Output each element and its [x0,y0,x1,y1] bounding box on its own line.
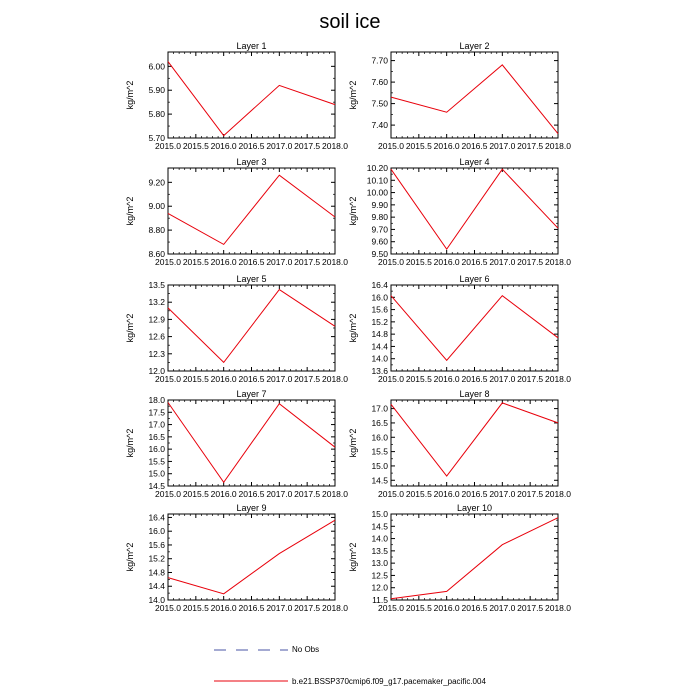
y-tick-label: 8.80 [148,225,165,236]
panel-layer-4 [348,157,571,267]
y-tick-label: 13.2 [148,297,165,308]
y-tick-label: 12.6 [148,331,165,342]
x-tick-label: 2018.0 [322,489,348,499]
panel-title: Layer 10 [456,503,493,513]
x-tick-label: 2018.0 [322,374,348,384]
x-tick-label: 2016.5 [238,141,265,151]
x-tick-label: 2016.0 [433,489,460,499]
legend-no-obs-label: No Obs [292,645,320,654]
series-line [391,403,558,476]
y-tick-label: 16.0 [148,444,165,455]
x-tick-label: 2018.0 [545,603,571,613]
y-axis-label: kg/m^2 [125,542,135,572]
x-tick-label: 2017.5 [294,489,321,499]
y-tick-label: 9.60 [371,236,388,247]
y-tick-label: 10.00 [366,187,388,198]
x-tick-label: 2015.5 [405,603,432,613]
y-tick-label: 16.5 [371,417,388,428]
x-tick-label: 2018.0 [545,374,571,384]
x-tick-label: 2015.5 [405,141,432,151]
y-tick-label: 5.80 [148,109,165,120]
x-tick-label: 2016.5 [461,257,488,267]
panel-title: Layer 1 [236,41,267,51]
y-tick-label: 15.5 [371,446,388,457]
x-tick-label: 2017.0 [489,603,516,613]
panel-title: Layer 5 [236,274,267,284]
series-line [168,62,335,136]
x-tick-label: 2016.5 [238,489,265,499]
y-tick-label: 14.4 [371,341,388,352]
y-tick-label: 13.5 [371,545,388,556]
y-tick-label: 15.0 [371,509,388,519]
x-tick-label: 2016.5 [461,489,488,499]
x-tick-label: 2016.0 [210,603,237,613]
x-tick-label: 2015.0 [378,603,404,613]
x-tick-label: 2017.5 [294,603,321,613]
legend [214,645,486,686]
y-tick-label: 15.2 [371,316,388,327]
panel-layer-2 [348,41,571,151]
x-tick-label: 2016.0 [433,141,460,151]
y-tick-label: 7.50 [371,98,388,109]
y-axis-label: kg/m^2 [348,542,358,572]
y-tick-label: 12.3 [148,348,165,359]
x-tick-label: 2015.0 [155,489,181,499]
panel-title: Layer 9 [236,503,267,513]
x-tick-label: 2015.5 [405,257,432,267]
y-tick-label: 15.0 [148,468,165,479]
x-tick-label: 2016.0 [210,489,237,499]
y-tick-label: 5.90 [148,85,165,96]
x-tick-label: 2017.5 [294,141,321,151]
panel-grid [125,41,571,613]
y-tick-label: 14.5 [371,521,388,532]
y-tick-label: 17.0 [371,403,388,414]
x-tick-label: 2017.5 [517,257,544,267]
x-tick-label: 2015.0 [378,141,404,151]
legend-series-label: b.e21.BSSP370cmip6.f09_g17.pacemaker_pacific.004 [292,677,486,686]
y-tick-label: 14.0 [371,353,388,364]
x-tick-label: 2016.0 [433,257,460,267]
series-line [391,296,558,361]
panel-title: Layer 7 [236,389,267,399]
x-tick-label: 2015.5 [405,489,432,499]
x-tick-label: 2015.5 [182,489,209,499]
x-tick-label: 2018.0 [322,603,348,613]
plot-frame [391,400,558,486]
y-tick-label: 8.60 [148,249,165,259]
x-tick-label: 2017.0 [489,257,516,267]
x-tick-label: 2015.0 [378,489,404,499]
y-tick-label: 9.20 [148,177,165,188]
y-tick-label: 13.6 [371,366,388,376]
x-tick-label: 2018.0 [545,257,571,267]
y-tick-label: 16.0 [371,292,388,303]
x-tick-label: 2017.5 [517,141,544,151]
panel-layer-9 [125,503,348,613]
y-tick-label: 15.5 [148,456,165,467]
x-tick-label: 2017.5 [517,374,544,384]
x-tick-label: 2015.0 [378,374,404,384]
y-tick-label: 7.60 [371,77,388,88]
x-tick-label: 2015.0 [155,603,181,613]
y-tick-label: 17.0 [148,419,165,430]
y-tick-label: 14.5 [371,475,388,486]
x-tick-label: 2017.0 [266,489,293,499]
x-tick-label: 2016.0 [210,141,237,151]
series-line [168,175,335,244]
y-tick-label: 13.0 [371,558,388,569]
x-tick-label: 2017.5 [294,374,321,384]
y-tick-label: 9.50 [371,249,388,259]
y-tick-label: 16.5 [148,431,165,442]
plot-frame [391,514,558,600]
panel-title: Layer 8 [459,389,490,399]
series-line [391,518,558,599]
panel-title: Layer 2 [459,41,490,51]
figure-title: soil ice [319,11,381,33]
plot-frame [168,168,335,254]
x-tick-label: 2015.0 [155,141,181,151]
x-tick-label: 2017.0 [266,141,293,151]
y-tick-label: 11.5 [372,595,388,605]
y-axis-label: kg/m^2 [348,80,358,110]
y-axis-label: kg/m^2 [348,196,358,226]
x-tick-label: 2015.5 [182,374,209,384]
y-tick-label: 10.20 [366,163,388,173]
series-line [391,65,558,134]
panel-layer-1 [125,41,348,151]
series-line [168,520,335,594]
x-tick-label: 2015.5 [405,374,432,384]
panel-layer-5 [125,274,348,384]
y-tick-label: 14.5 [148,481,165,491]
y-tick-label: 6.00 [148,61,165,72]
x-tick-label: 2017.0 [489,141,516,151]
plot-frame [391,52,558,138]
y-tick-label: 15.2 [148,553,165,564]
y-tick-label: 14.8 [371,329,388,340]
y-axis-label: kg/m^2 [348,313,358,343]
y-tick-label: 16.4 [148,512,165,523]
x-tick-label: 2018.0 [322,257,348,267]
y-tick-label: 5.70 [148,133,165,143]
y-tick-label: 10.10 [366,175,388,186]
x-tick-label: 2015.0 [155,374,181,384]
y-tick-label: 16.4 [371,280,388,290]
y-tick-label: 16.0 [148,526,165,537]
x-tick-label: 2017.0 [489,489,516,499]
y-tick-label: 15.0 [371,460,388,471]
y-tick-label: 14.0 [148,595,165,605]
x-tick-label: 2017.0 [266,257,293,267]
x-tick-label: 2016.5 [461,141,488,151]
panel-title: Layer 6 [459,274,490,284]
x-tick-label: 2016.5 [461,374,488,384]
y-tick-label: 13.5 [148,280,165,290]
y-tick-label: 7.70 [371,55,388,66]
y-tick-label: 18.0 [148,395,165,405]
x-tick-label: 2015.0 [378,257,404,267]
y-tick-label: 12.0 [148,366,165,376]
y-tick-label: 9.70 [371,224,388,235]
x-tick-label: 2017.5 [517,489,544,499]
x-tick-label: 2016.0 [210,374,237,384]
y-tick-label: 9.00 [148,201,165,212]
panel-title: Layer 4 [459,157,490,167]
series-line [168,403,335,483]
x-tick-label: 2017.0 [266,603,293,613]
y-tick-label: 14.0 [371,533,388,544]
x-tick-label: 2016.5 [461,603,488,613]
y-tick-label: 15.6 [371,304,388,315]
plot-frame [391,168,558,254]
y-axis-label: kg/m^2 [348,428,358,458]
x-tick-label: 2015.5 [182,603,209,613]
x-tick-label: 2017.5 [517,603,544,613]
x-tick-label: 2015.0 [155,257,181,267]
x-tick-label: 2017.0 [489,374,516,384]
y-axis-label: kg/m^2 [125,196,135,226]
y-tick-label: 9.90 [371,199,388,210]
x-tick-label: 2016.5 [238,603,265,613]
x-tick-label: 2016.5 [238,257,265,267]
panel-layer-10 [348,503,571,613]
x-tick-label: 2015.5 [182,257,209,267]
panel-layer-3 [125,157,348,267]
y-axis-label: kg/m^2 [125,80,135,110]
x-tick-label: 2016.5 [238,374,265,384]
y-axis-label: kg/m^2 [125,313,135,343]
y-tick-label: 12.0 [371,582,388,593]
x-tick-label: 2016.0 [433,603,460,613]
y-tick-label: 16.0 [371,432,388,443]
y-tick-label: 17.5 [148,407,165,418]
panel-layer-6 [348,274,571,384]
x-tick-label: 2015.5 [182,141,209,151]
x-tick-label: 2018.0 [545,141,571,151]
x-tick-label: 2017.0 [266,374,293,384]
y-axis-label: kg/m^2 [125,428,135,458]
panel-layer-8 [348,389,571,499]
y-tick-label: 9.80 [371,212,388,223]
y-tick-label: 14.8 [148,567,165,578]
series-line [168,290,335,363]
y-tick-label: 14.4 [148,581,165,592]
y-tick-label: 12.9 [148,314,165,325]
x-tick-label: 2016.0 [433,374,460,384]
x-tick-label: 2016.0 [210,257,237,267]
plot-frame [168,285,335,371]
x-tick-label: 2018.0 [322,141,348,151]
x-tick-label: 2018.0 [545,489,571,499]
x-tick-label: 2017.5 [294,257,321,267]
y-tick-label: 7.40 [371,120,388,131]
panel-layer-7 [125,389,348,499]
plot-frame [168,514,335,600]
y-tick-label: 12.5 [371,570,388,581]
series-line [391,169,558,249]
panel-title: Layer 3 [236,157,267,167]
y-tick-label: 15.6 [148,539,165,550]
